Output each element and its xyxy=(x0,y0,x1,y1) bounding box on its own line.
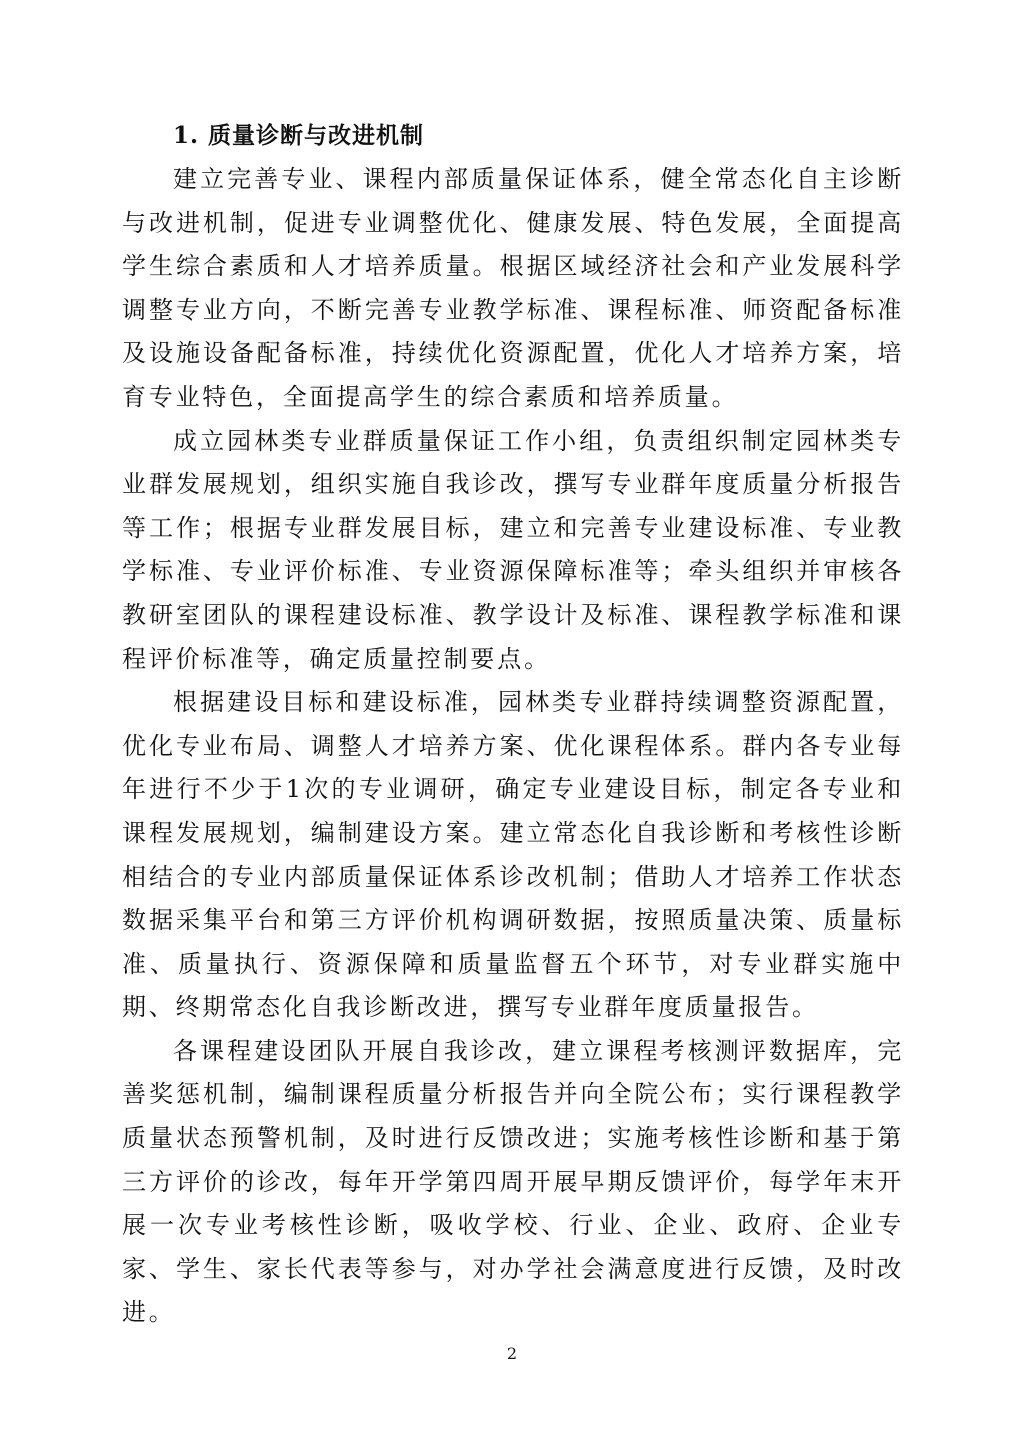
section-heading: 1. 质量诊断与改进机制 xyxy=(173,122,425,149)
paragraph-1: 建立完善专业、课程内部质量保证体系，健全常态化自主诊断与改进机制，促进专业调整优化、健康发展、特色发展，全面提高学生综合素质和人才培养质量。根据区域经济社会和产业发展科学调整专业方向，不断完善专业教学标准、课程标准、师资配备标准及设施设备配备标准，持续优化资源配置，优化人才培养方案，培育专业特色，全面提高学生的综合素质和培养质量。 xyxy=(122,165,904,411)
paragraph-4: 各课程建设团队开展自我诊改，建立课程考核测评数据库，完善奖惩机制，编制课程质量分析报告并向全院公布；实行课程教学质量状态预警机制，及时进行反馈改进；实施考核性诊断和基于第三方评价的诊改，每年开学第四周开展早期反馈评价，每学年末开展一次专业考核性诊断，吸收学校、行业、企业、政府、企业专家、学生、家长代表等参与，对办学社会满意度进行反馈，及时改进。 xyxy=(122,1036,904,1327)
page-number: 2 xyxy=(506,1344,518,1363)
document-body xyxy=(122,114,904,1335)
paragraph-2: 成立园林类专业群质量保证工作小组，负责组织制定园林类专业群发展规划，组织实施自我诊改，撰写专业群年度质量分析报告等工作；根据专业群发展目标，建立和完善专业建设标准、专业教学标准、专业评价标准、专业资源保障标准等；牵头组织并审核各教研室团队的课程建设标准、教学设计及标准、课程教学标准和课程评价标准等，确定质量控制要点。 xyxy=(122,426,904,673)
paragraph-3: 根据建设目标和建设标准，园林类专业群持续调整资源配置，优化专业布局、调整人才培养方案、优化课程体系。群内各专业每年进行不少于1次的专业调研，确定专业建设目标，制定各专业和课程发展规划，编制建设方案。建立常态化自我诊断和考核性诊断相结合的专业内部质量保证体系诊改机制；借助人才培养工作状态数据采集平台和第三方评价机构调研数据，按照质量决策、质量标准、质量执行、资源保障和质量监督五个环节，对专业群实施中期、终期常态化自我诊断改进，撰写专业群年度质量报告。 xyxy=(122,688,904,1022)
